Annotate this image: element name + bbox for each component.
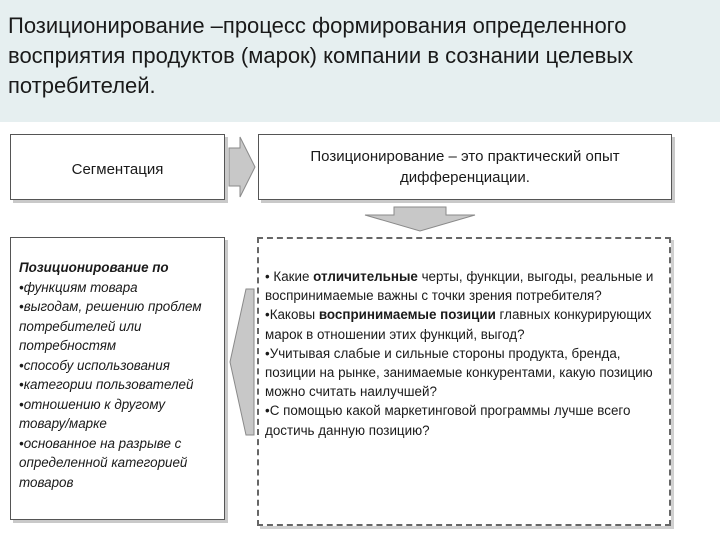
list-item: •отношению к другому товару/марке [19,396,166,431]
page-title: Позиционирование –процесс формирования определенного восприятия продуктов (марок) компании в сознании целевых потребителей. [8,13,634,98]
left-arrow-icon [229,288,255,436]
list-item: •основанное на разрыве с определенной категорией товаров [19,435,188,490]
positioning-types-title: Позиционирование по [19,260,169,275]
list-item: •способу использования [19,357,170,373]
list-item: •функциям товара [19,279,138,295]
header-banner [0,0,720,122]
positioning-definition-box [258,134,672,200]
positioning-definition-text: Позиционирование – это практический опыт дифференциации. [310,148,620,186]
question-item: •С помощью какой маркетинговой программы лучше всего достичь данную позицию? [265,403,631,438]
list-item: •выгодам, решению проблем потребителей или потребностям [19,299,202,353]
segmentation-box [10,134,225,200]
down-arrow-icon [364,206,476,232]
list-item: •категории пользователей [19,377,194,392]
question-item: •Учитывая слабые и сильные стороны продукта, бренда, позиции на рынке, занимаемые конкурентами, какую позицию можно считать наилучшей? [265,345,653,400]
question-item: •Каковы воспринимаемые позиции главных конкурирующих марок в отношении этих функций, выгод? [265,307,652,342]
question-item: • Какие отличительные черты, функции, выгоды, реальные и воспринимаемые важны с точки зрения потребителя? [265,269,654,304]
positioning-types-box [10,237,225,520]
right-arrow-icon [228,136,256,198]
segmentation-label: Сегментация [71,160,164,178]
positioning-questions-box [257,237,671,526]
